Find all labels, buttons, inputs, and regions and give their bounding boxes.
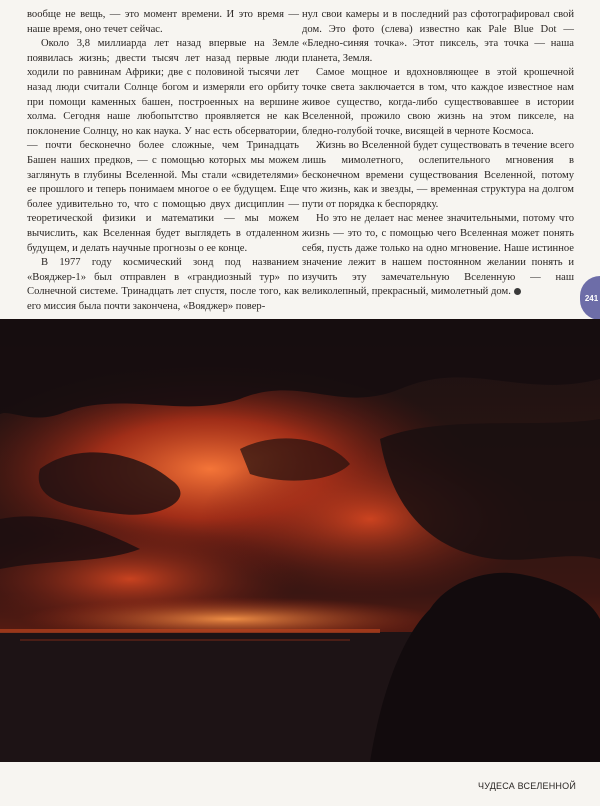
paragraph-final-text: Но это не делает нас менее значительными, потому что жизнь — это то, с помощью чего Вселенная может понять себя, пусть даже только на одно мгновение. Наше истинное значение лежит в нашем постоянном желании понять и изучить эту замечательную Вселенную — наш великолепный, прекрасный, мимолетный дом. bbox=[302, 213, 574, 298]
end-of-article-icon bbox=[514, 288, 521, 295]
paragraph-final bbox=[302, 212, 574, 300]
running-footer: ЧУДЕСА ВСЕЛЕННОЙ bbox=[478, 781, 576, 791]
paragraph: Жизнь во Вселенной будет существовать в течение всего лишь мимолетного, ослепительного мгновения в бесконечном времени существования Вселенной, потому что жизнь, как и звезды, — временная структура на долгом пути от порядка к беспорядку. bbox=[302, 140, 574, 210]
page-number: 241 bbox=[584, 293, 599, 303]
page-number-tab bbox=[580, 276, 600, 320]
paragraph: Около 3,8 миллиарда лет назад впервые на Земле появилась жизнь; двести тысяч лет назад первые люди ходили по равнинам Африки; две с половиной тысячи лет назад люди считали Солнце богом и измеряли его орбиту при помощи каменных башен, построенных на вершине холма. Сегодня наше любопытство проявляется не как поклонение Солнцу, но как наука. У нас есть обсерватории, — почти бесконечно более сложные, чем Тринадцать Башен наших предков, — с помощью которых мы можем заглянуть в глубины Вселенной. Мы стали «свидетелями» ее прошлого и теперь понимаем многое о ее будущем. Еще более удивительно то, что с помощью двух дисциплин — теоретической физики и математики — мы можем вычислить, как Вселенная будет выглядеть в отдаленном будущем, и делать научные прогнозы о ее конце. bbox=[27, 38, 299, 254]
text-column-right bbox=[302, 8, 574, 300]
paragraph: нул свои камеры и в последний раз сфотографировал свой дом. Это фото (слева) известно как Pale Blue Dot — «Бледно-синяя точка». Этот пиксель, эта точка — наша планета, Земля. bbox=[302, 9, 574, 64]
text-column-left bbox=[27, 8, 299, 314]
sunset-photo bbox=[0, 319, 600, 762]
sunset-photo-image bbox=[0, 319, 600, 762]
paragraph: В 1977 году космический зонд под названием «Вояджер-1» был отправлен в «грандиозный тур» по Солнечной системе. Тринадцать лет спустя, после того, как его миссия была почти закончена, «Вояджер» повер- bbox=[27, 257, 299, 312]
paragraph: вообще не вещь, — это момент времени. И это время — наше время, оно течет сейчас. bbox=[27, 9, 299, 35]
paragraph: Самое мощное и вдохновляющее в этой крошечной точке света заключается в том, что каждое известное нам живое существо, когда-либо существовавшее в истории Вселенной, прожило свою жизнь на этом пикселе, на бледно-голубой точке, висящей в черноте Космоса. bbox=[302, 67, 574, 137]
